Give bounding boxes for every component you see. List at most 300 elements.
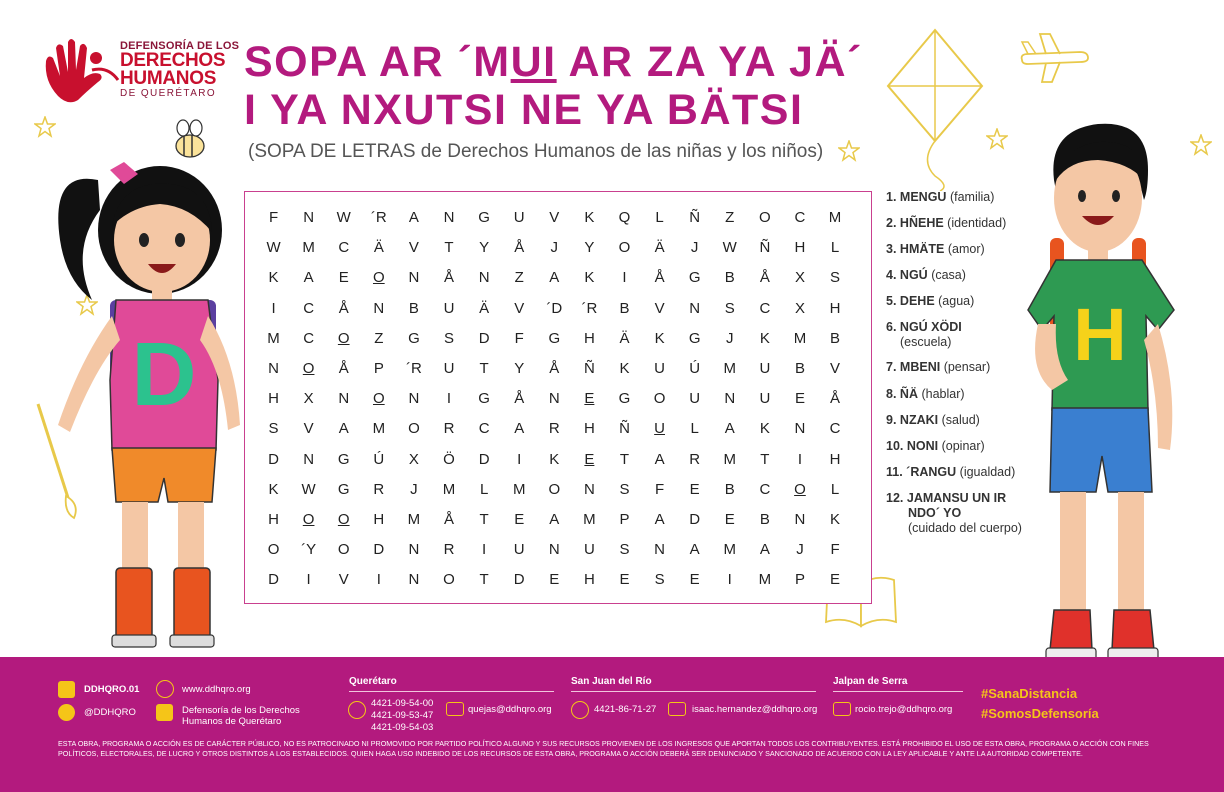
grid-letter[interactable]: N: [548, 390, 560, 408]
grid-letter[interactable]: U: [583, 541, 595, 559]
word-meaning: (casa): [931, 268, 966, 282]
grid-letter[interactable]: I: [622, 269, 627, 287]
grid-letter[interactable]: N: [373, 299, 385, 317]
grid-letter[interactable]: C: [794, 209, 806, 226]
grid-letter[interactable]: A: [408, 209, 419, 226]
grid-letter[interactable]: O: [653, 390, 666, 408]
grid-letter[interactable]: M: [372, 420, 386, 438]
grid-letter[interactable]: M: [828, 209, 842, 226]
grid-letter[interactable]: R: [548, 420, 560, 438]
grid-letter[interactable]: J: [796, 541, 804, 559]
grid-letter[interactable]: D: [478, 329, 490, 347]
grid-letter[interactable]: E: [514, 510, 525, 528]
grid-letter[interactable]: X: [794, 299, 805, 317]
grid-letter[interactable]: D: [268, 571, 279, 589]
grid-letter[interactable]: O: [337, 541, 350, 559]
grid-letter[interactable]: I: [482, 541, 487, 559]
grid-letter[interactable]: B: [794, 359, 805, 377]
grid-letter[interactable]: R: [689, 450, 701, 468]
grid-letter[interactable]: A: [549, 510, 560, 528]
grid-letter[interactable]: V: [514, 299, 525, 317]
grid-letter[interactable]: U: [654, 359, 665, 377]
grid-letter[interactable]: H: [583, 571, 595, 589]
grid-letter[interactable]: Ú: [689, 359, 701, 377]
sanjuan-divider: [571, 691, 816, 692]
grid-letter[interactable]: V: [830, 359, 841, 377]
grid-row: [256, 233, 853, 263]
phone-icon: [571, 701, 589, 719]
grid-letter[interactable]: N: [654, 541, 665, 559]
grid-letter[interactable]: B: [724, 480, 735, 498]
grid-letter[interactable]: W: [301, 480, 316, 498]
grid-letter[interactable]: R: [443, 541, 455, 559]
grid-letter[interactable]: X: [303, 390, 314, 408]
hashtag-somos-defensoria: #SomosDefensoría: [981, 706, 1099, 721]
grid-letter[interactable]: Z: [374, 329, 384, 347]
grid-letter[interactable]: A: [759, 541, 770, 559]
grid-letter[interactable]: Å: [338, 299, 349, 317]
grid-letter[interactable]: K: [759, 329, 770, 347]
word-list-item: [886, 190, 994, 204]
grid-letter[interactable]: N: [408, 571, 420, 589]
page-title-line2: I YA NXUTSI NE YA BÄTSI: [244, 86, 804, 134]
grid-letter[interactable]: H: [268, 390, 279, 408]
grid-letter[interactable]: M: [723, 450, 737, 468]
grid-letter[interactable]: B: [619, 299, 630, 317]
word-number: 10.: [886, 439, 904, 453]
grid-letter[interactable]: Ñ: [759, 239, 771, 257]
grid-letter[interactable]: N: [408, 541, 420, 559]
grid-letter[interactable]: O: [337, 329, 350, 347]
twitter-icon[interactable]: [58, 704, 75, 721]
grid-letter[interactable]: A: [724, 420, 735, 438]
grid-letter[interactable]: E: [724, 510, 735, 528]
grid-letter[interactable]: S: [830, 269, 841, 287]
grid-letter[interactable]: ´R: [406, 359, 422, 377]
grid-letter[interactable]: U: [513, 541, 525, 559]
grid-letter[interactable]: I: [376, 571, 381, 589]
queretaro-divider: [349, 691, 554, 692]
grid-letter[interactable]: U: [513, 209, 525, 226]
grid-letter[interactable]: P: [373, 359, 384, 377]
word-number: 6.: [886, 320, 897, 334]
grid-letter[interactable]: A: [689, 541, 700, 559]
grid-letter[interactable]: T: [479, 359, 489, 377]
grid-letter[interactable]: U: [654, 420, 665, 438]
queretaro-phone-1: 4421-09-54-00: [371, 698, 434, 709]
grid-row: [256, 414, 853, 444]
word-term: JAMANSU UN IR: [906, 491, 1007, 505]
queretaro-phone-3: 4421-09-54-03: [371, 722, 434, 733]
jalpan-email[interactable]: rocio.trejo@ddhqro.org: [855, 704, 953, 715]
grid-letter[interactable]: G: [618, 390, 631, 408]
grid-letter[interactable]: Å: [514, 390, 525, 408]
footer: [0, 657, 1224, 792]
grid-letter[interactable]: N: [724, 390, 736, 408]
grid-letter[interactable]: Z: [514, 269, 524, 287]
grid-letter[interactable]: O: [548, 480, 561, 498]
grid-letter[interactable]: V: [549, 209, 560, 226]
grid-letter[interactable]: T: [760, 450, 770, 468]
word-list-item: [886, 268, 966, 282]
grid-letter[interactable]: D: [478, 450, 490, 468]
grid-letter[interactable]: K: [268, 480, 279, 498]
star-icon: [1190, 134, 1212, 156]
grid-letter[interactable]: H: [583, 420, 595, 438]
grid-letter[interactable]: H: [583, 329, 595, 347]
grid-letter[interactable]: E: [584, 450, 595, 468]
grid-letter[interactable]: Å: [444, 510, 455, 528]
grid-letter[interactable]: C: [303, 299, 315, 317]
grid-letter[interactable]: P: [794, 571, 805, 589]
word-term: HMÄTE: [899, 242, 945, 256]
grid-letter[interactable]: K: [268, 269, 279, 287]
grid-letter[interactable]: N: [794, 510, 806, 528]
word-meaning: (hablar): [921, 387, 965, 401]
star-icon: [34, 116, 56, 138]
grid-letter[interactable]: Ú: [373, 450, 385, 468]
grid-letter[interactable]: K: [584, 209, 595, 226]
grid-row: [256, 324, 853, 354]
grid-letter[interactable]: U: [443, 359, 455, 377]
grid-letter[interactable]: Å: [549, 359, 560, 377]
grid-letter[interactable]: T: [444, 239, 454, 257]
grid-letter[interactable]: S: [619, 480, 630, 498]
word-number: 8.: [886, 387, 897, 401]
grid-letter[interactable]: Å: [830, 390, 841, 408]
word-meaning: (cuidado del cuerpo): [908, 521, 1022, 535]
grid-letter[interactable]: A: [654, 510, 665, 528]
grid-letter[interactable]: M: [442, 480, 456, 498]
grid-letter[interactable]: G: [478, 209, 490, 226]
sanjuan-email[interactable]: isaac.hernandez@ddhqro.org: [692, 704, 818, 715]
grid-letter[interactable]: M: [793, 329, 807, 347]
grid-letter[interactable]: N: [583, 480, 595, 498]
grid-letter[interactable]: L: [479, 480, 489, 498]
grid-letter[interactable]: M: [407, 510, 421, 528]
grid-letter[interactable]: N: [689, 299, 701, 317]
word-meaning: (opinar): [941, 439, 985, 453]
grid-letter[interactable]: Å: [654, 269, 665, 287]
grid-letter[interactable]: N: [268, 359, 279, 377]
grid-letter[interactable]: C: [338, 239, 350, 257]
word-list-item: [886, 360, 990, 374]
grid-letter[interactable]: X: [408, 450, 419, 468]
grid-letter[interactable]: G: [688, 269, 701, 287]
grid-row: [256, 354, 853, 384]
word-term: HÑEHE: [899, 216, 944, 230]
grid-letter[interactable]: K: [654, 329, 665, 347]
queretaro-title: Querétaro: [349, 676, 397, 687]
word-meaning: (pensar): [943, 360, 991, 374]
grid-letter[interactable]: N: [338, 390, 350, 408]
grid-letter[interactable]: G: [478, 390, 490, 408]
grid-letter[interactable]: C: [759, 480, 771, 498]
grid-letter[interactable]: U: [443, 299, 455, 317]
grid-letter[interactable]: O: [759, 209, 771, 226]
grid-letter[interactable]: F: [514, 329, 524, 347]
grid-letter[interactable]: S: [724, 299, 735, 317]
grid-letter[interactable]: O: [372, 390, 385, 408]
grid-letter[interactable]: A: [338, 420, 349, 438]
grid-letter[interactable]: I: [727, 571, 732, 589]
email-icon: [668, 702, 686, 716]
grid-letter[interactable]: Å: [338, 359, 349, 377]
grid-letter[interactable]: B: [724, 269, 735, 287]
grid-letter[interactable]: M: [267, 329, 280, 347]
grid-letter[interactable]: O: [408, 420, 420, 438]
grid-letter[interactable]: Y: [584, 239, 595, 257]
grid-letter[interactable]: I: [517, 450, 522, 468]
word-term: DEHE: [899, 294, 935, 308]
word-number: 11.: [886, 465, 903, 479]
grid-letter[interactable]: D: [689, 510, 701, 528]
grid-letter[interactable]: Å: [759, 269, 770, 287]
word-number: 9.: [886, 413, 897, 427]
grid-letter[interactable]: O: [337, 510, 350, 528]
grid-letter[interactable]: ´R: [581, 299, 598, 317]
grid-letter[interactable]: W: [336, 209, 351, 226]
logo-line3: HUMANOS: [120, 68, 217, 89]
grid-letter[interactable]: F: [268, 209, 279, 226]
sanjuan-phone: 4421-86-71-27: [594, 704, 657, 715]
word-list-item: [886, 242, 985, 256]
girl-shirt-letter: D: [131, 325, 197, 425]
word-term: ´RANGU: [906, 465, 957, 479]
airplane-icon: [1016, 30, 1092, 88]
grid-letter[interactable]: O: [618, 239, 631, 257]
grid-letter[interactable]: N: [303, 209, 315, 226]
word-term: NGÚ: [899, 268, 928, 282]
grid-letter[interactable]: G: [337, 450, 350, 468]
grid-letter[interactable]: J: [690, 239, 699, 257]
grid-letter[interactable]: I: [306, 571, 311, 589]
facebook-handle[interactable]: DDHQRO.01: [84, 684, 140, 695]
grid-letter[interactable]: R: [373, 480, 385, 498]
grid-letter[interactable]: T: [479, 571, 489, 589]
grid-letter[interactable]: K: [549, 450, 560, 468]
grid-letter[interactable]: O: [302, 510, 315, 528]
grid-letter[interactable]: E: [794, 390, 805, 408]
logo-hand-icon: [38, 36, 128, 106]
grid-letter[interactable]: M: [758, 571, 772, 589]
grid-letter[interactable]: S: [619, 541, 630, 559]
grid-letter[interactable]: Y: [514, 359, 525, 377]
grid-letter[interactable]: Å: [514, 239, 525, 257]
grid-letter[interactable]: I: [446, 390, 452, 408]
grid-letter[interactable]: T: [479, 510, 489, 528]
grid-letter[interactable]: Ñ: [583, 359, 595, 377]
grid-letter[interactable]: D: [513, 571, 525, 589]
grid-row: [256, 294, 853, 324]
grid-letter[interactable]: G: [337, 480, 350, 498]
grid-letter[interactable]: D: [373, 541, 385, 559]
grid-letter[interactable]: B: [759, 510, 770, 528]
grid-letter[interactable]: Ñ: [619, 420, 630, 438]
grid-letter[interactable]: N: [443, 209, 455, 226]
grid-letter[interactable]: Z: [725, 209, 735, 226]
grid-letter[interactable]: A: [654, 450, 665, 468]
grid-letter[interactable]: X: [794, 269, 805, 287]
grid-row: [256, 565, 853, 595]
grid-letter[interactable]: I: [271, 299, 276, 317]
grid-letter[interactable]: N: [478, 269, 490, 287]
grid-letter[interactable]: G: [408, 329, 420, 347]
grid-letter[interactable]: U: [759, 359, 771, 377]
grid-letter[interactable]: U: [759, 390, 771, 408]
grid-letter[interactable]: V: [338, 571, 349, 589]
grid-letter[interactable]: L: [690, 420, 699, 438]
grid-letter[interactable]: Ä: [479, 299, 490, 317]
grid-letter[interactable]: I: [797, 450, 803, 468]
grid-letter[interactable]: M: [512, 480, 526, 498]
word-number: 7.: [886, 360, 897, 374]
grid-letter[interactable]: Ä: [373, 239, 384, 257]
word-number: 2.: [886, 216, 897, 230]
word-meaning: (familia): [949, 190, 995, 204]
grid-letter[interactable]: J: [410, 480, 418, 498]
grid-letter[interactable]: H: [829, 299, 841, 317]
grid-letter[interactable]: N: [548, 541, 560, 559]
word-list-item: [886, 491, 1006, 505]
grid-letter[interactable]: N: [408, 390, 420, 408]
grid-letter[interactable]: Ö: [443, 450, 455, 468]
grid-letter[interactable]: Ñ: [689, 209, 701, 226]
grid-letter[interactable]: E: [830, 571, 841, 589]
email-icon: [833, 702, 851, 716]
grid-letter[interactable]: V: [654, 299, 665, 317]
grid-letter[interactable]: Å: [444, 269, 455, 287]
grid-letter[interactable]: ´D: [546, 299, 563, 317]
youtube-icon[interactable]: [156, 704, 173, 721]
word-meaning: (salud): [941, 413, 980, 427]
grid-letter[interactable]: G: [688, 329, 701, 347]
grid-letter[interactable]: O: [302, 359, 315, 377]
grid-letter[interactable]: ´Y: [301, 541, 317, 559]
grid-letter[interactable]: E: [549, 571, 560, 589]
phone-icon: [348, 701, 366, 719]
star-icon: [838, 140, 860, 162]
grid-letter[interactable]: Ä: [654, 239, 665, 257]
grid-letter[interactable]: J: [726, 329, 734, 347]
grid-letter[interactable]: M: [723, 541, 737, 559]
grid-letter[interactable]: E: [689, 480, 700, 498]
grid-letter[interactable]: H: [794, 239, 806, 257]
grid-letter[interactable]: M: [302, 239, 315, 257]
grid-letter[interactable]: T: [619, 450, 630, 468]
grid-letter[interactable]: C: [759, 299, 771, 317]
grid-letter[interactable]: Q: [618, 209, 631, 226]
grid-letter[interactable]: J: [550, 239, 559, 257]
jalpan-divider: [833, 691, 963, 692]
queretaro-email[interactable]: quejas@ddhqro.org: [468, 704, 552, 715]
grid-letter[interactable]: C: [478, 420, 490, 438]
grid-letter[interactable]: K: [584, 269, 595, 287]
grid-letter[interactable]: A: [303, 269, 314, 287]
grid-letter[interactable]: E: [584, 390, 595, 408]
grid-letter[interactable]: W: [266, 239, 281, 257]
grid-letter[interactable]: E: [689, 571, 700, 589]
grid-letter[interactable]: N: [408, 269, 420, 287]
grid-letter[interactable]: O: [794, 480, 806, 498]
sanjuan-title: San Juan del Río: [571, 676, 652, 687]
word-meaning: (identidad): [947, 216, 1007, 230]
grid-letter[interactable]: P: [619, 510, 630, 528]
grid-letter[interactable]: F: [654, 480, 665, 498]
word-list-item: [886, 439, 985, 453]
grid-letter[interactable]: O: [267, 541, 280, 559]
grid-letter[interactable]: S: [268, 420, 279, 438]
logo-text: [120, 40, 240, 100]
grid-letter[interactable]: H: [373, 510, 385, 528]
grid-letter[interactable]: K: [830, 510, 841, 528]
word-term: MBENI: [899, 360, 941, 374]
grid-letter[interactable]: V: [303, 420, 314, 438]
grid-letter[interactable]: V: [408, 239, 419, 257]
grid-letter[interactable]: B: [830, 329, 841, 347]
grid-letter[interactable]: S: [654, 571, 665, 589]
word-number: 4.: [886, 268, 897, 282]
grid-row: [256, 535, 853, 565]
boy-character: [998, 110, 1188, 680]
grid-letter[interactable]: G: [548, 329, 561, 347]
kite-icon: [880, 26, 990, 191]
youtube-channel[interactable]: Defensoría de los Derechos Humanos de Querétaro: [182, 705, 300, 727]
grid-letter[interactable]: C: [303, 329, 315, 347]
logo-line2: DERECHOS: [120, 50, 226, 71]
facebook-icon[interactable]: [58, 681, 75, 698]
grid-letter[interactable]: E: [619, 571, 630, 589]
grid-letter[interactable]: S: [444, 329, 455, 347]
grid-letter[interactable]: W: [722, 239, 737, 257]
grid-letter[interactable]: H: [268, 510, 279, 528]
grid-letter[interactable]: A: [514, 420, 525, 438]
grid-letter[interactable]: Y: [479, 239, 490, 257]
grid-letter[interactable]: M: [723, 359, 737, 377]
website-link[interactable]: www.ddhqro.org: [182, 684, 251, 695]
grid-letter[interactable]: E: [338, 269, 349, 287]
grid-letter[interactable]: H: [829, 450, 841, 468]
grid-letter[interactable]: N: [794, 420, 806, 438]
grid-letter[interactable]: F: [830, 541, 840, 559]
word-list-item: [886, 216, 1006, 230]
grid-letter[interactable]: C: [829, 420, 841, 438]
grid-letter[interactable]: L: [655, 209, 664, 226]
grid-letter[interactable]: L: [830, 239, 840, 257]
grid-letter[interactable]: R: [443, 420, 455, 438]
grid-letter[interactable]: M: [583, 510, 596, 528]
grid-letter[interactable]: N: [303, 450, 315, 468]
grid-letter[interactable]: D: [268, 450, 279, 468]
globe-icon: [156, 680, 174, 698]
grid-letter[interactable]: A: [549, 269, 560, 287]
grid-letter[interactable]: U: [689, 390, 701, 408]
twitter-handle[interactable]: @DDHQRO: [84, 707, 136, 718]
hashtag-sana-distancia: #SanaDistancia: [981, 686, 1078, 701]
grid-letter[interactable]: L: [830, 480, 840, 498]
grid-letter[interactable]: O: [372, 269, 385, 287]
grid-letter[interactable]: O: [443, 571, 455, 589]
grid-letter[interactable]: K: [759, 420, 770, 438]
word-term: ÑÄ: [899, 387, 918, 401]
grid-letter[interactable]: Ä: [619, 329, 630, 347]
word-term: NONI: [906, 439, 939, 453]
grid-letter[interactable]: ´R: [370, 209, 387, 226]
logo-line1: DEFENSORÍA DE LOS: [120, 40, 240, 52]
grid-letter[interactable]: B: [408, 299, 419, 317]
grid-letter[interactable]: K: [619, 359, 630, 377]
grid-row: [256, 445, 853, 475]
